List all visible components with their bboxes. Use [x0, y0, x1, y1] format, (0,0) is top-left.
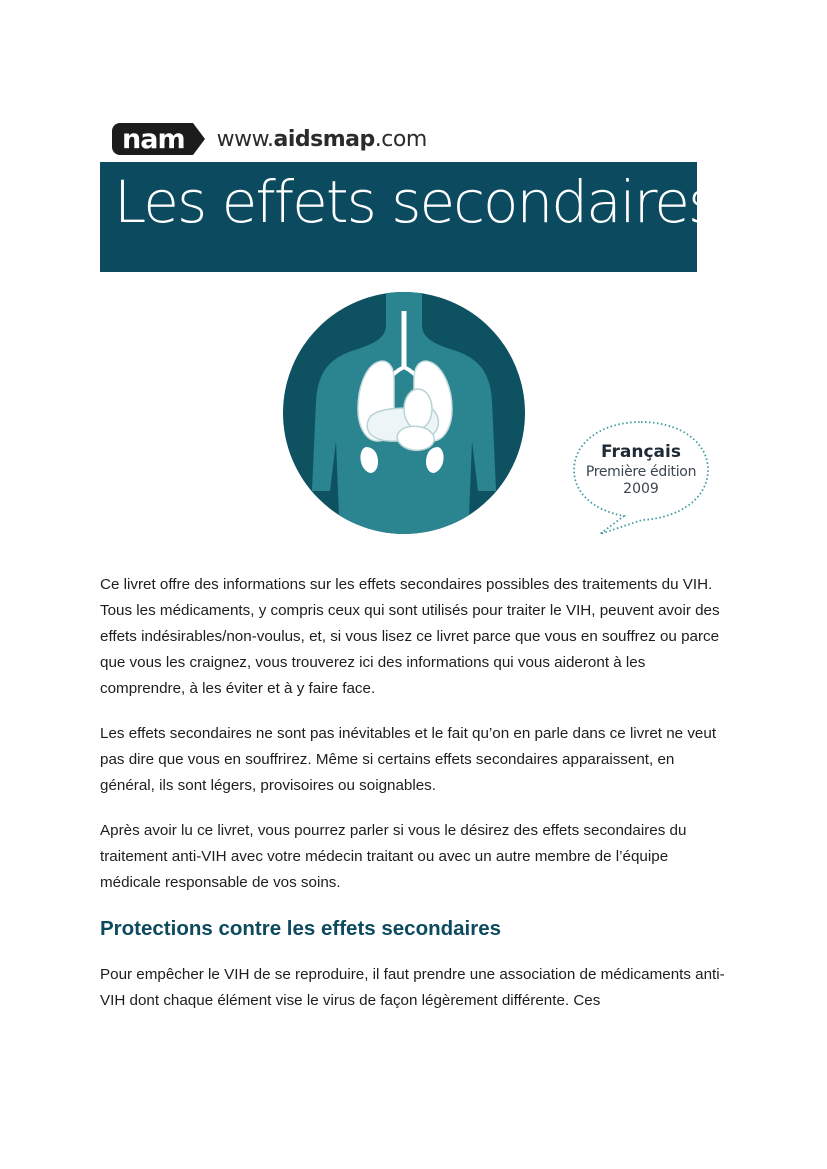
intro-paragraph: Ce livret offre des informations sur les effets secondaires possibles des traitements du VIH. Tous les médicaments, y compris ceux qui sont utilisés pour traiter le VIH, peuvent avoir des effets indésirables/non-voulus, et, si vous lisez ce livret parce que vous en souffrez ou parce que vous les craignez, vous trouverez ici des informations qui vous aideront à les comprendre, à les éviter et à y faire face.: [100, 576, 720, 697]
site-url: [217, 127, 427, 152]
page-title: Les effets secondaires: [114, 168, 717, 236]
edition-language: Français: [601, 442, 681, 462]
title-banner: [100, 162, 717, 272]
section-paragraph: Pour empêcher le VIH de se reproduire, il faut prendre une association de médicaments anti-VIH dont chaque élément vise le virus de façon légèrement différente. Ces: [100, 966, 725, 1009]
site-url-prefix: www.: [216, 126, 274, 152]
nam-logo: [112, 123, 205, 155]
edition-bubble: [570, 441, 712, 497]
reassurance-paragraph: Les effets secondaires ne sont pas inévitables et le fait qu’on en parle dans ce livret ne veut pas dire que vous en souffrirez. Même si certains effets secondaires apparaissent, en général, ils sont légers, provisoires ou soignables.: [100, 725, 717, 794]
section-heading: Protections contre les effets secondaires: [100, 917, 502, 940]
nam-logo-arrow-icon: [193, 123, 205, 155]
edition-label: Première édition: [585, 464, 697, 480]
site-url-suffix: .com: [374, 126, 427, 152]
nam-logo-text: nam: [112, 123, 193, 155]
site-url-brand: aidsmap: [273, 126, 375, 152]
doctor-paragraph: Après avoir lu ce livret, vous pourrez parler si vous le désirez des effets secondaires du traitement anti-VIH avec votre médecin traitant ou avec un autre membre de l’équipe médicale responsable de vos soins.: [100, 822, 687, 891]
body-text: [100, 572, 730, 1033]
site-header: [112, 122, 427, 156]
torso-organs-illustration: [282, 291, 526, 535]
edition-year: 2009: [623, 481, 659, 497]
